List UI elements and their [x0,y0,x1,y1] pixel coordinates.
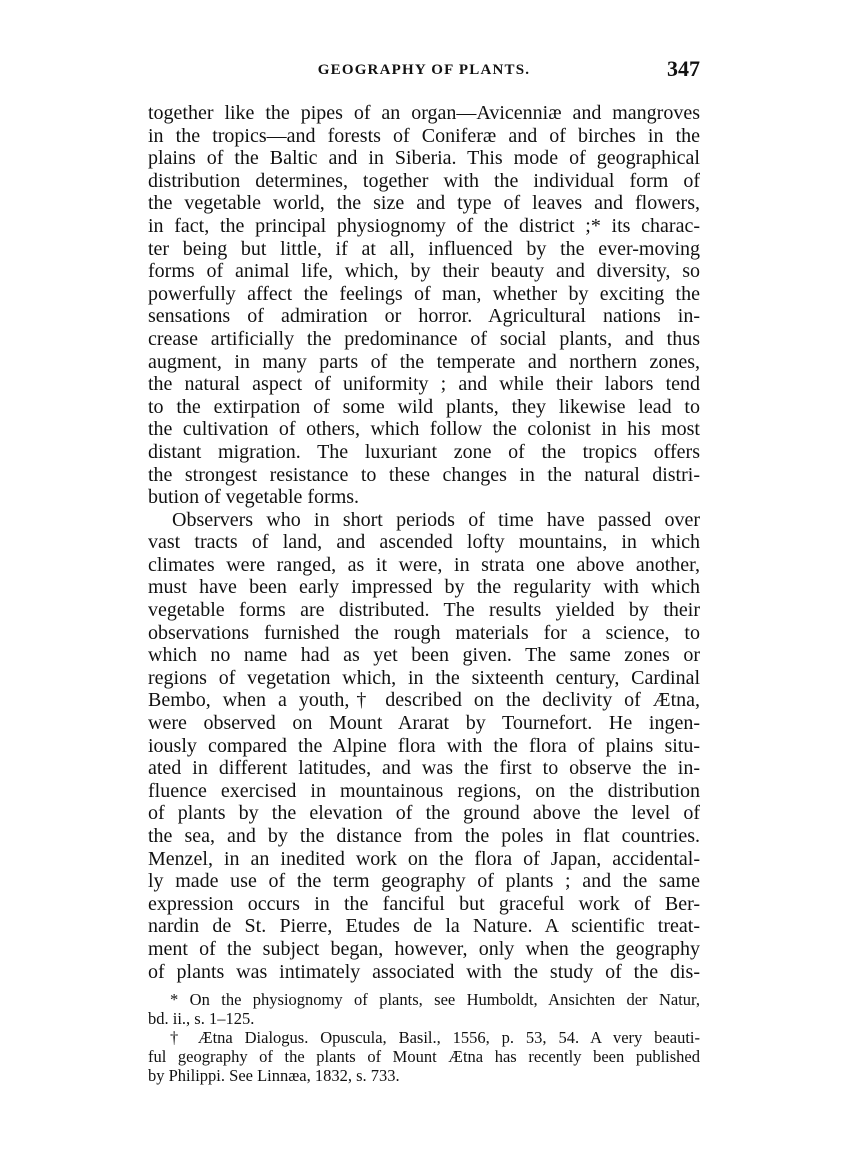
text-line: bution of vegetable forms. [148,486,360,509]
text-line: iously compared the Alpine flora with the flora of plains situ- [148,734,700,757]
text-line: expression occurs in the fanciful but graceful work of Ber- [148,892,700,915]
text-line: of plants was intimately associated with the study of the dis- [148,960,700,983]
text-line: the sea, and by the distance from the poles in flat countries. [148,825,700,847]
text-line: fluence exercised in mountainous regions, on the distribution [148,779,700,802]
text-line: ated in different latitudes, and was the first to observe the in- [148,757,700,780]
text-line: the natural aspect of uniformity ; and while their labors tend [148,373,700,396]
footnote-line: by Philippi. See Linnæa, 1832, s. 733. [148,1066,400,1085]
text-line: must have been early impressed by the regularity with which [148,576,700,599]
text-line: were observed on Mount Ararat by Tournefort. He ingen- [148,712,700,735]
text-line: of plants by the elevation of the ground above the level of [148,802,700,825]
text-line: Bembo, when a youth,† described on the declivity of Ætna, [148,689,700,712]
text-line: together like the pipes of an organ—Avicenniæ and mangroves [148,102,700,124]
footnote-line: * On the physiognomy of plants, see Humboldt, Ansichten der Natur, [170,990,700,1009]
text-line: to the extirpation of some wild plants, they likewise lead to [148,395,700,418]
page-number: 347 [667,56,700,81]
text-line: sensations of admiration or horror. Agricultural nations in- [148,305,700,328]
text-line: distribution determines, together with the individual form of [148,169,700,192]
text-line: vast tracts of land, and ascended lofty mountains, in which [148,531,700,554]
text-line: Menzel, in an inedited work on the flora of Japan, accidental- [148,847,700,870]
text-line: the strongest resistance to these changes in the natural distri- [148,463,700,486]
footnote-line: bd. ii., s. 1–125. [148,1009,255,1028]
running-head [148,56,700,86]
running-title: GEOGRAPHY OF PLANTS. [317,62,531,78]
text-line: ly made use of the term geography of plants ; and the same [148,870,700,893]
text-line: in the tropics—and forests of Coniferæ and of birches in the [148,124,700,147]
text-line: in fact, the principal physiognomy of the district ;* its charac- [148,214,700,237]
text-line: plains of the Baltic and in Siberia. This mode of geographical [148,147,700,170]
text-line: forms of animal life, which, by their beauty and diversity, so [148,260,700,283]
footnote-line: † Ætna Dialogus. Opuscula, Basil., 1556, p. 53, 54. A very beauti- [170,1028,700,1047]
text-line: which no name had as yet been given. The same zones or [148,644,700,667]
text-line: the cultivation of others, which follow the colonist in his most [148,418,700,441]
body-text [148,102,700,983]
text-line: nardin de St. Pierre, Etudes de la Nature. A scientific treat- [148,915,700,938]
text-line: ment of the subject began, however, only when the geography [148,937,700,960]
text-line: climates were ranged, as it were, in strata one above another, [148,553,700,576]
text-line: distant migration. The luxuriant zone of the tropics offers [148,440,700,463]
text-line: regions of vegetation which, in the sixteenth century, Cardinal [148,666,700,689]
text-line: vegetable forms are distributed. The results yielded by their [148,599,700,622]
text-line: ter being but little, if at all, influenced by the ever-moving [148,237,700,260]
text-line: powerfully affect the feelings of man, whether by exciting the [148,282,700,305]
footnote-line: ful geography of the plants of Mount Ætna has recently been published [148,1047,700,1066]
text-line: observations furnished the rough materials for a science, to [148,621,700,644]
text-line: Observers who in short periods of time have passed over [172,508,700,531]
footnotes [148,990,700,1085]
text-line: the vegetable world, the size and type of leaves and flowers, [148,192,700,215]
text-line: augment, in many parts of the temperate and northern zones, [148,350,700,373]
text-line: crease artificially the predominance of social plants, and thus [148,327,700,350]
